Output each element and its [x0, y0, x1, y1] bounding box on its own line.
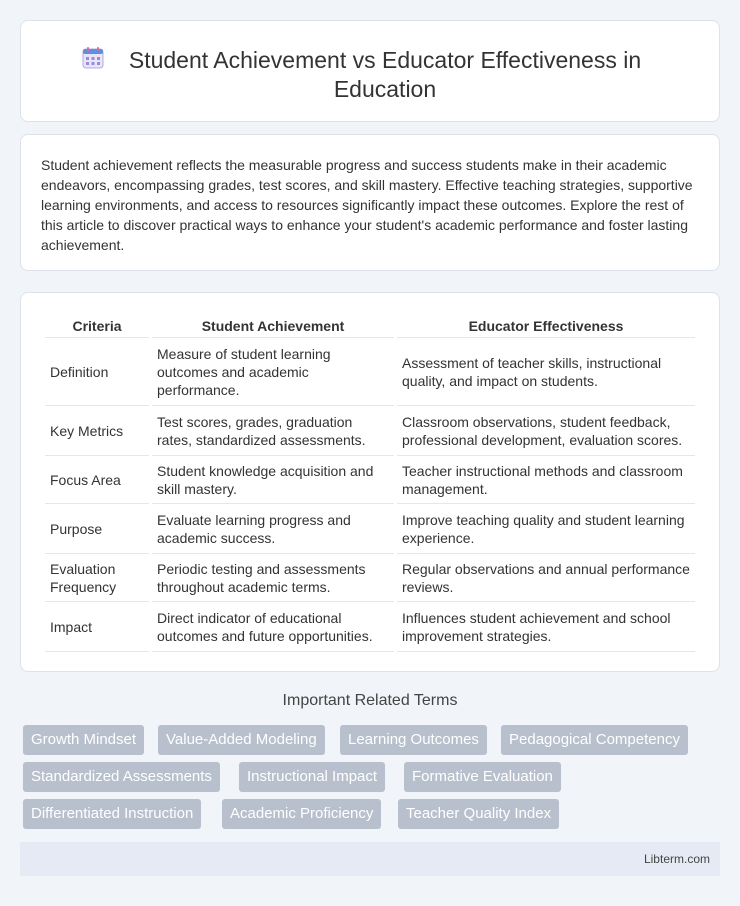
row-criteria: Evaluation Frequency — [45, 554, 149, 602]
row-student-achievement: Test scores, grades, graduation rates, standardized assessments. — [152, 406, 394, 456]
row-educator-effectiveness: Improve teaching quality and student learning experience. — [397, 504, 695, 554]
related-tag[interactable]: Growth Mindset — [23, 725, 144, 755]
related-tag[interactable]: Learning Outcomes — [340, 725, 487, 755]
row-student-achievement: Measure of student learning outcomes and academic performance. — [152, 338, 394, 406]
row-student-achievement: Periodic testing and assessments throughout academic terms. — [152, 554, 394, 602]
page-title: Student Achievement vs Educator Effectiveness in Education — [128, 47, 642, 102]
footer — [20, 842, 720, 876]
related-tag[interactable]: Teacher Quality Index — [398, 799, 559, 829]
table-row — [45, 338, 695, 406]
row-criteria: Focus Area — [45, 456, 149, 504]
header-student-achievement: Student Achievement — [152, 314, 394, 338]
intro-paragraph: Student achievement reflects the measurable progress and success students make in their academic endeavors, encompassing grades, test scores, and skill mastery. Effective teaching strategies, supportive learning environments, and access to resources significantly impact these outcomes. Explore the rest of this article to discover practical ways to enhance your student's academic performance and foster lasting achievement. — [41, 157, 693, 253]
table-row — [45, 602, 695, 652]
table-row — [45, 456, 695, 504]
row-student-achievement: Student knowledge acquisition and skill mastery. — [152, 456, 394, 504]
row-criteria: Purpose — [45, 504, 149, 554]
related-tag[interactable]: Academic Proficiency — [222, 799, 381, 829]
footer-site-link[interactable]: Libterm.com — [643, 852, 710, 866]
comparison-card — [20, 292, 720, 672]
related-tag[interactable]: Value-Added Modeling — [158, 725, 325, 755]
table-row — [45, 504, 695, 554]
row-student-achievement: Evaluate learning progress and academic success. — [152, 504, 394, 554]
table-header-row — [45, 314, 695, 338]
row-educator-effectiveness: Assessment of teacher skills, instructional quality, and impact on students. — [397, 338, 695, 406]
related-tag[interactable]: Differentiated Instruction — [23, 799, 201, 829]
header-educator-effectiveness: Educator Effectiveness — [397, 314, 695, 338]
related-tag[interactable]: Standardized Assessments — [23, 762, 220, 792]
table-row — [45, 406, 695, 456]
row-student-achievement: Direct indicator of educational outcomes and future opportunities. — [152, 602, 394, 652]
table-row — [45, 554, 695, 602]
comparison-table — [42, 314, 698, 652]
header-criteria: Criteria — [45, 314, 149, 338]
row-educator-effectiveness: Regular observations and annual performance reviews. — [397, 554, 695, 602]
related-tag[interactable]: Pedagogical Competency — [501, 725, 688, 755]
intro-card — [20, 134, 720, 271]
row-criteria: Impact — [45, 602, 149, 652]
row-criteria: Definition — [45, 338, 149, 406]
title-card — [20, 20, 720, 122]
related-tag[interactable]: Instructional Impact — [239, 762, 385, 792]
row-criteria: Key Metrics — [45, 406, 149, 456]
related-tag[interactable]: Formative Evaluation — [404, 762, 561, 792]
row-educator-effectiveness: Influences student achievement and school improvement strategies. — [397, 602, 695, 652]
row-educator-effectiveness: Teacher instructional methods and classroom management. — [397, 456, 695, 504]
row-educator-effectiveness: Classroom observations, student feedback, professional development, evaluation scores. — [397, 406, 695, 456]
related-terms-heading: Important Related Terms — [282, 692, 458, 709]
